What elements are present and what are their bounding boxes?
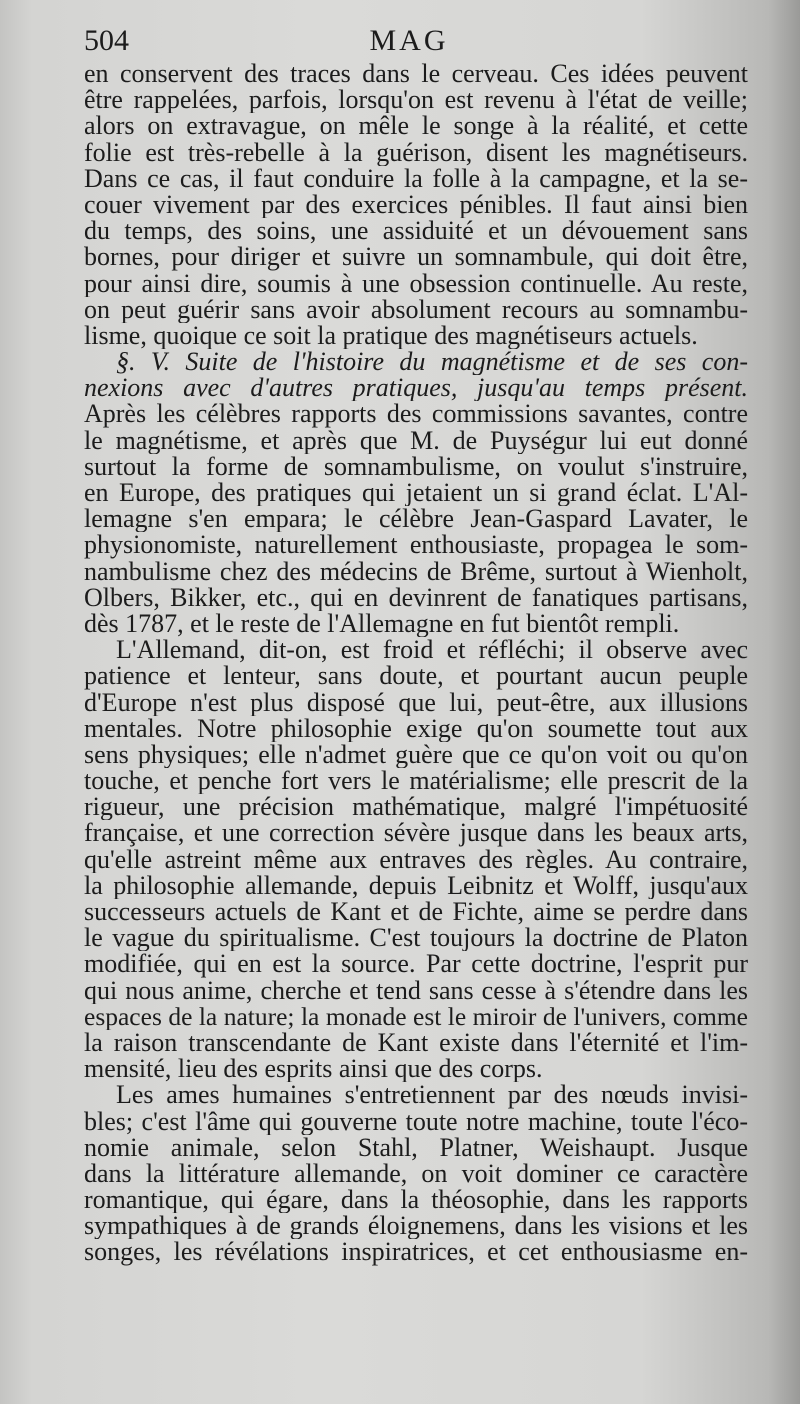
text-line: nambulisme chez des médecins de Brême, surtout à Wienholt, [84, 558, 748, 585]
text-line: Après les célèbres rapports des commissions savantes, contre [84, 401, 748, 428]
text-line: le magnétisme, et après que M. de Puységur lui eut donné [84, 427, 748, 454]
text-line: surtout la forme de somnambulisme, on voulut s'instruire, [84, 453, 748, 480]
text-line: sens physiques; elle n'admet guère que ce qu'on voit ou qu'on [84, 741, 748, 769]
text-line: mensité, lieu des esprits ainsi que des corps. [84, 1056, 543, 1083]
text-line: on peut guérir sans avoir absolument recours au somnambu- [84, 296, 748, 323]
text-line: nomie animale, selon Stahl, Platner, Weishaupt. Jusque [84, 1134, 748, 1161]
running-head: MAG [369, 24, 449, 57]
text-line: modifiée, qui en est la source. Par cette doctrine, l'esprit pur [84, 951, 748, 978]
text-line: le vague du spiritualisme. C'est toujours la doctrine de Platon [84, 925, 748, 952]
text-line: L'Allemand, dit-on, est froid et réfléchi; il observe avec [116, 637, 748, 664]
text-line: alors on extravague, on mêle le songe à la réalité, et cette [84, 113, 748, 140]
text-line: romantique, qui égare, dans la théosophie, dans les rapports [84, 1187, 748, 1214]
section-heading-line: §. V. Suite de l'histoire du magnétisme et de ses con- [116, 349, 748, 376]
text-line: touche, et penche fort vers le matérialisme; elle prescrit de la [84, 768, 748, 795]
text-line: en conservent des traces dans le cerveau. Ces idées peuvent [84, 61, 748, 88]
text-line: la raison transcendante de Kant existe dans l'éternité et l'im- [84, 1029, 748, 1057]
text-line: Les ames humaines s'entretiennent par des nœuds invisi- [116, 1082, 748, 1109]
text-line: qui nous anime, cherche et tend sans cesse à s'étendre dans les [84, 977, 748, 1004]
text-line: bles; c'est l'âme qui gouverne toute notre machine, toute l'éco- [84, 1108, 748, 1135]
text-line: en Europe, des pratiques qui jetaient un si grand éclat. L'Al- [84, 480, 748, 507]
text-line: successeurs actuels de Kant et de Fichte, aime se perdre dans [84, 899, 748, 926]
text-line: la philosophie allemande, depuis Leibnitz et Wolff, jusqu'aux [84, 872, 748, 899]
text-line: espaces de la nature; la monade est le miroir de l'univers, comme [84, 1003, 748, 1030]
text-line: être rappelées, parfois, lorsqu'on est revenu à l'état de veille; [84, 87, 748, 114]
text-line: mentales. Notre philosophie exige qu'on soumette tout aux [84, 715, 748, 742]
text-line: d'Europe n'est plus disposé que lui, peut-être, aux illusions [84, 689, 748, 716]
text-line: dans la littérature allemande, on voit dominer ce caractère [84, 1160, 748, 1188]
text-line: Olbers, Bikker, etc., qui en devinrent de fanatiques partisans, [84, 584, 748, 611]
body-text [84, 61, 748, 1266]
text-line: dès 1787, et le reste de l'Allemagne en fut bientôt rempli. [84, 610, 680, 638]
text-line: patience et lenteur, sans doute, et pourtant aucun peuple [84, 663, 748, 690]
text-line: songes, les révélations inspiratrices, et cet enthousiasme en- [84, 1239, 748, 1266]
text-line: rigueur, une précision mathématique, malgré l'impétuosité [84, 794, 748, 821]
text-line: couer vivement par des exercices pénibles. Il faut ainsi bien [84, 191, 748, 219]
section-heading-line: nexions avec d'autres pratiques, jusqu'au temps présent. [84, 375, 748, 402]
text-line: qu'elle astreint même aux entraves des règles. Au contraire, [84, 846, 748, 873]
text-line: sympathiques à de grands éloignemens, dans les visions et les [84, 1213, 748, 1240]
page-header [84, 24, 734, 64]
page-number: 504 [84, 24, 129, 57]
text-line: du temps, des soins, une assiduité et un dévouement sans [84, 218, 748, 245]
text-line: physionomiste, naturellement enthousiaste, propagea le som- [84, 532, 748, 559]
text-line: pour ainsi dire, soumis à une obsession continuelle. Au reste, [84, 270, 748, 297]
text-line: française, et une correction sévère jusque dans les beaux arts, [84, 820, 748, 847]
text-line: bornes, pour diriger et suivre un somnambule, qui doit être, [84, 244, 748, 271]
text-line: Dans ce cas, il faut conduire la folle à la campagne, et la se- [84, 165, 748, 192]
text-line: folie est très-rebelle à la guérison, disent les magnétiseurs. [84, 139, 748, 166]
text-line: lemagne s'en empara; le célèbre Jean-Gaspard Lavater, le [84, 506, 748, 533]
text-line: lisme, quoique ce soit la pratique des magnétiseurs actuels. [84, 322, 698, 350]
